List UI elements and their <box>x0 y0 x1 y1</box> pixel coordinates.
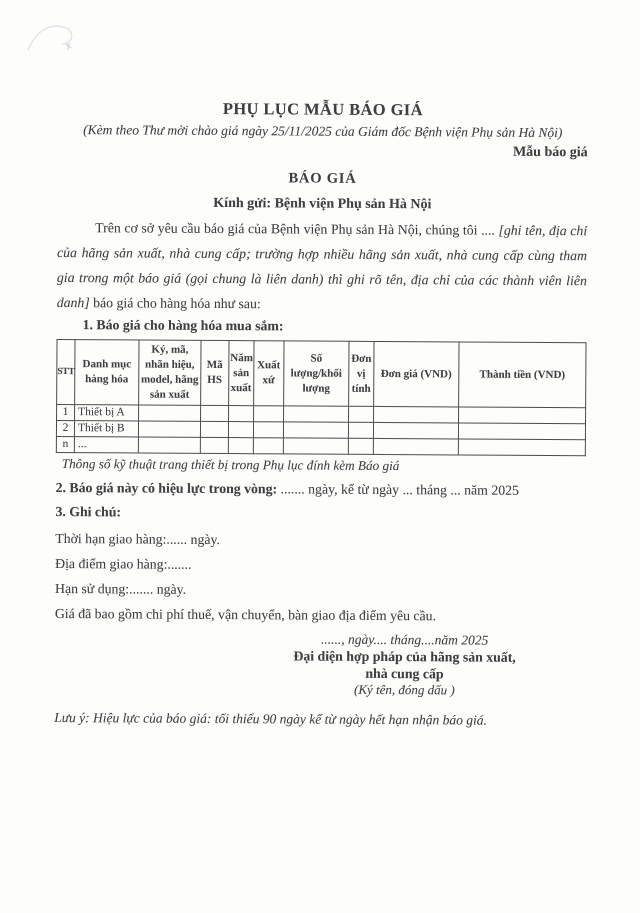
cell-model <box>139 405 201 421</box>
price-includes-line: Giá đã bao gồm chi phí thuế, vận chuyển, bàn giao địa điểm yêu cầu. <box>54 605 437 624</box>
col-header-item-category: Danh mục hàng hóa <box>75 340 139 405</box>
cell-origin <box>253 422 283 438</box>
cell-year <box>228 438 253 454</box>
section2-label: 2. Báo giá này có hiệu lực trong vòng: <box>55 479 278 497</box>
cell-hs <box>200 437 228 453</box>
document-title: BÁO GIÁ <box>288 170 357 187</box>
signature-role-line-2: nhà cung cấp <box>365 665 444 682</box>
cell-total <box>459 407 586 424</box>
appendix-title: PHỤ LỤC MẪU BÁO GIÁ <box>222 99 424 120</box>
table-row <box>56 436 585 455</box>
signature-instruction: (Ký tên, đóng dấu ) <box>353 681 455 698</box>
signature-date-line: ......, ngày.... tháng....năm 2025 <box>321 631 489 648</box>
cell-stt: 2 <box>56 420 74 436</box>
section3-heading: 3. Ghi chú: <box>55 503 122 520</box>
signature-block <box>229 631 579 699</box>
cell-quantity <box>283 422 348 438</box>
technical-specs-note: Thông số kỹ thuật trang thiết bị trong Phụ lục đính kèm Báo giá <box>61 456 400 474</box>
cell-quantity <box>283 438 348 454</box>
cell-unit <box>348 422 373 438</box>
section1-heading: 1. Báo giá cho hàng hóa mua sắm: <box>82 317 284 334</box>
col-header-stt: STT <box>57 339 75 404</box>
cell-hs <box>200 421 228 437</box>
intro-lead-text: Trên cơ sở yêu cầu báo giá của Bệnh viện Phụ sản Hà Nội, chúng tôi .... <box>95 220 499 238</box>
section2-validity-line <box>56 478 586 501</box>
validity-footnote: Lưu ý: Hiệu lực của báo giá: tối thiểu 90 ngày kể từ ngày hết hạn nhận báo giá. <box>54 709 487 728</box>
cell-item: Thiết bị B <box>74 421 138 437</box>
cell-unit-price <box>373 422 458 439</box>
attachment-note: (Kèm theo Thư mời chào giá ngày 25/11/2025 của Giám đốc Bệnh viện Phụ sản Hà Nội) <box>83 122 563 141</box>
cell-quantity <box>283 406 348 422</box>
intro-paragraph <box>57 215 588 318</box>
salutation-line: Kính gửi: Bệnh viện Phụ sản Hà Nội <box>213 195 432 213</box>
document-content <box>54 98 588 730</box>
scan-artifact-pen-mark <box>22 14 100 62</box>
col-header-total-price: Thành tiền (VND) <box>459 342 586 408</box>
cell-stt: n <box>56 436 74 452</box>
cell-origin <box>253 438 283 454</box>
shelf-life-line: Hạn sử dụng:....... ngày. <box>54 580 187 597</box>
cell-stt: 1 <box>57 404 75 420</box>
col-header-hs-code: Mã HS <box>201 340 229 405</box>
cell-hs <box>200 405 228 421</box>
col-header-model-brand: Ký, mã, nhãn hiệu, model, hãng sản xuất <box>139 340 201 405</box>
cell-year <box>228 422 253 438</box>
cell-unit-price <box>373 438 458 455</box>
col-header-origin: Xuất xứ <box>253 341 284 406</box>
cell-total <box>458 439 585 456</box>
intro-tail-text: báo giá cho hàng hóa như sau: <box>89 295 261 312</box>
cell-item: Thiết bị A <box>75 405 139 421</box>
delivery-time-line: Thời hạn giao hàng:...... ngày. <box>55 530 221 547</box>
cell-unit <box>348 406 373 422</box>
cell-model <box>138 421 200 437</box>
col-header-production-year: Năm sản xuất <box>229 341 254 406</box>
col-header-quantity: Số lượng/khối lượng <box>284 341 349 406</box>
cell-year <box>228 406 253 422</box>
col-header-unit-price: Đơn giá (VND) <box>373 341 459 407</box>
table-header-row <box>57 339 586 407</box>
cell-unit <box>348 438 373 454</box>
intro-bracket-note: [ghi tên, địa chỉ của hãng sản xuất, nhà cung cấp; trường hợp nhiều hãng sản xuất, nhà cung cấp cùng tham gia trong một báo giá (gọi chung là liên danh) thì ghi rõ tên, địa chỉ của các thành viên liên danh] <box>56 222 588 311</box>
section2-value: ....... ngày, kể từ ngày ... tháng ... năm 2025 <box>277 481 520 498</box>
delivery-place-line: Địa điểm giao hàng:....... <box>55 555 192 572</box>
cell-model <box>138 437 200 453</box>
col-header-unit: Đơn vị tính <box>349 341 374 406</box>
cell-total <box>458 423 585 440</box>
cell-unit-price <box>373 406 458 423</box>
signature-role-line-1: Đại diện hợp pháp của hãng sản xuất, <box>293 648 516 665</box>
form-label: Mẫu báo giá <box>512 144 588 161</box>
quotation-table <box>56 339 587 456</box>
cell-item: ... <box>74 437 138 453</box>
cell-origin <box>253 406 283 422</box>
